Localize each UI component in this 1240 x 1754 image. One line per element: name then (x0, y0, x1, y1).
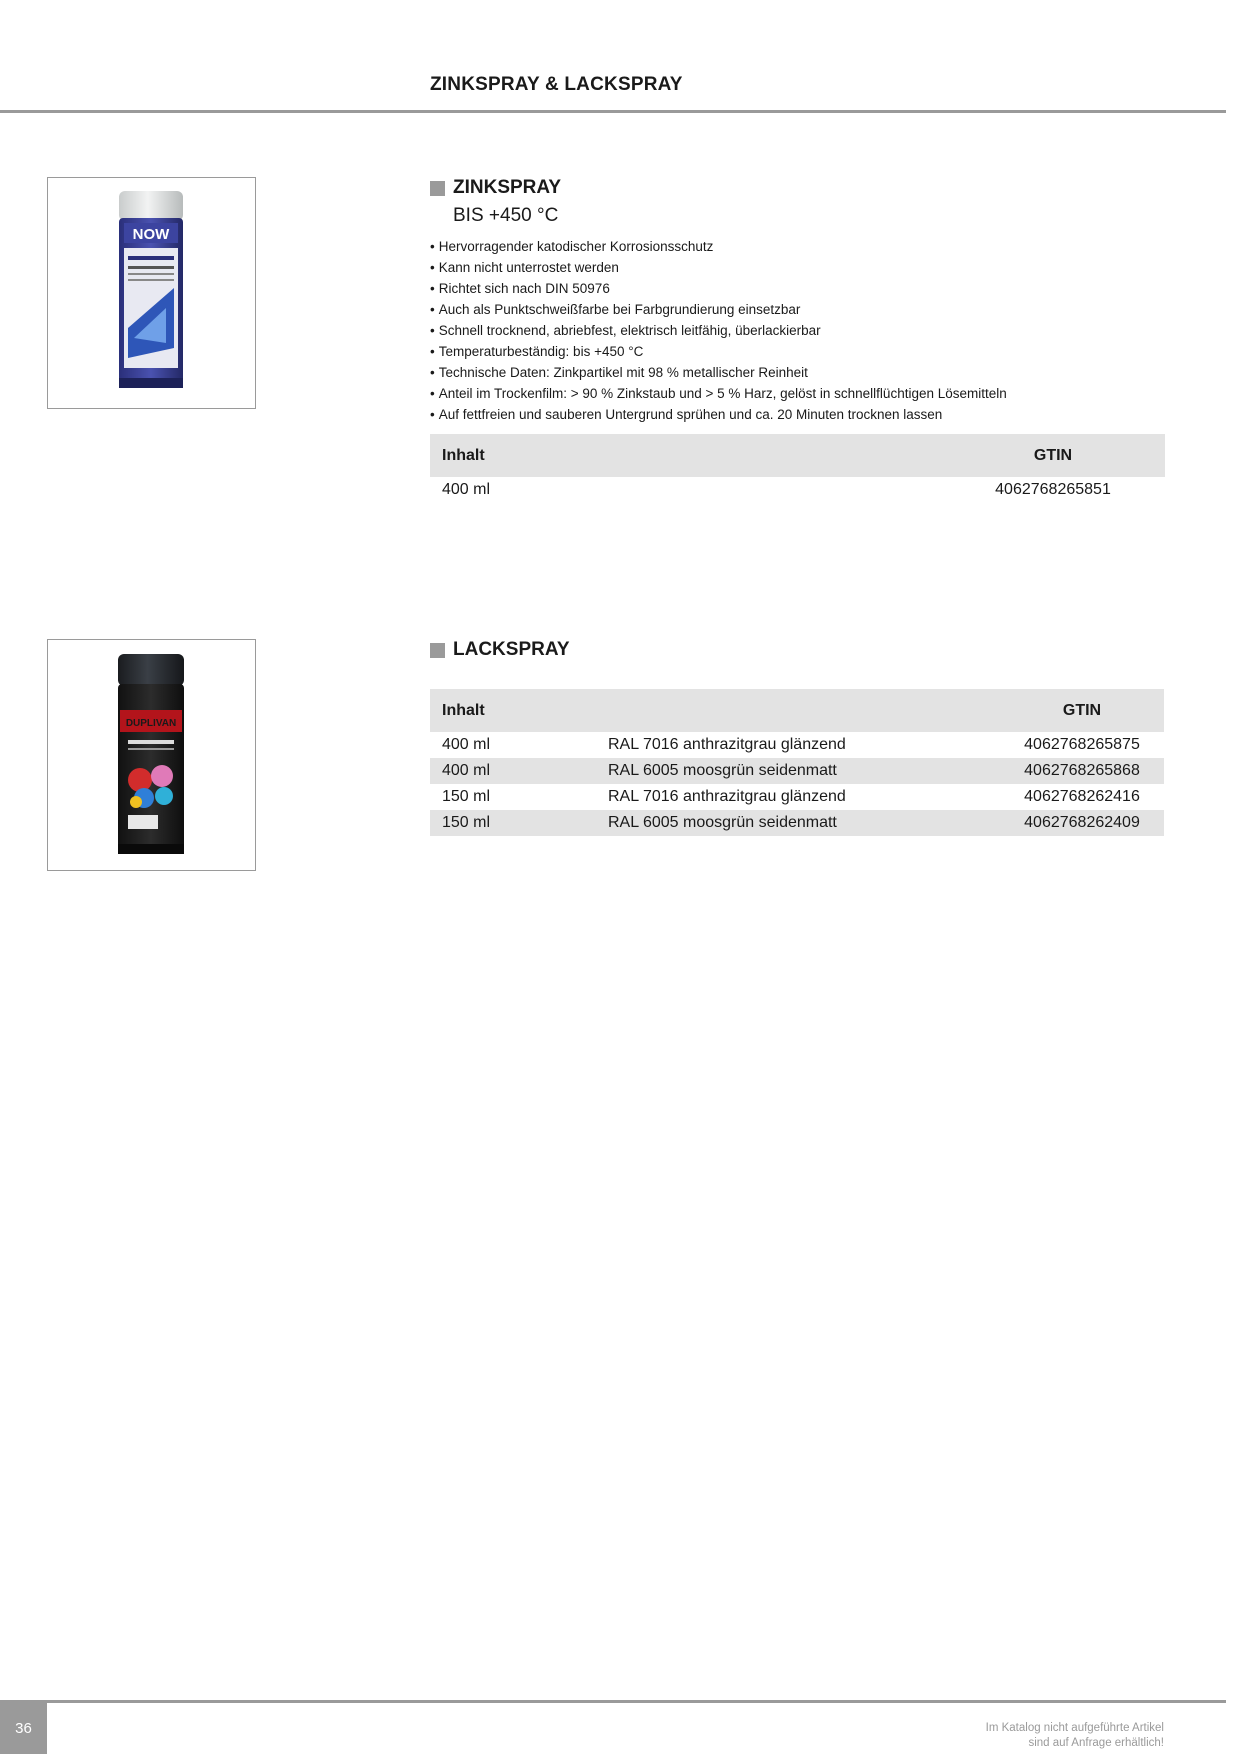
table-header-row (430, 689, 1164, 732)
zinkspray-table (430, 434, 1165, 503)
table-header-row (430, 434, 1165, 477)
footer-note-line: Im Katalog nicht aufgeführte Artikel (985, 1722, 1164, 1734)
column-header-inhalt: Inhalt (430, 689, 596, 732)
feature-item: • Technische Daten: Zinkpartikel mit 98 % metallischer Reinheit (430, 362, 1007, 383)
zinkspray-heading-text: ZINKSPRAY (453, 177, 562, 198)
lackspray-product-image (47, 639, 256, 871)
feature-item: • Auf fettfreien und sauberen Untergrund sprühen und ca. 20 Minuten trocknen lassen (430, 404, 1007, 425)
table-row (430, 477, 1165, 503)
column-header-inhalt: Inhalt (430, 434, 941, 477)
lackspray-heading-text: LACKSPRAY (453, 639, 570, 660)
zinkspray-product-image (47, 177, 256, 409)
table-row (430, 810, 1164, 836)
zinkspray-can-illustration (48, 178, 255, 408)
cell-inhalt: 400 ml (442, 481, 491, 498)
cell-beschreibung: RAL 6005 moosgrün seidenmatt (596, 810, 1000, 836)
feature-item: • Schnell trocknend, abriebfest, elektrisch leitfähig, überlackierbar (430, 320, 1007, 341)
cell-gtin: 4062768265868 (1000, 758, 1164, 784)
footer-divider (0, 1700, 1226, 1703)
column-header-gtin: GTIN (941, 434, 1165, 477)
feature-item: • Richtet sich nach DIN 50976 (430, 278, 1007, 299)
table-row (430, 732, 1164, 758)
lackspray-can-brand: DUPLIVAN (125, 718, 177, 729)
heading-square-icon (430, 181, 445, 196)
feature-item: • Kann nicht unterrostet werden (430, 257, 1007, 278)
cell-gtin: 4062768265875 (1024, 736, 1140, 753)
cell-inhalt: 400 ml (430, 758, 596, 784)
page-number: 36 (0, 1703, 47, 1754)
feature-item: • Hervorragender katodischer Korrosionsschutz (430, 236, 1007, 257)
feature-item: • Anteil im Trockenfilm: > 90 % Zinkstaub und > 5 % Harz, gelöst in schnellflüchtigen Lösemitteln (430, 383, 1007, 404)
cell-gtin: 4062768265851 (995, 481, 1111, 498)
cell-beschreibung: RAL 6005 moosgrün seidenmatt (596, 758, 1000, 784)
lackspray-heading (430, 639, 570, 661)
footer-note-line: sind auf Anfrage erhältlich! (1028, 1737, 1164, 1749)
lackspray-can-illustration (48, 640, 255, 870)
table-row (430, 758, 1164, 784)
footer-note (986, 1721, 1164, 1751)
page-title: ZINKSPRAY & LACKSPRAY (430, 74, 683, 95)
cell-inhalt: 400 ml (442, 736, 491, 753)
cell-inhalt: 150 ml (430, 810, 596, 836)
zinkspray-subtitle: BIS +450 °C (453, 205, 559, 226)
column-header-beschreibung (596, 689, 1000, 732)
feature-item: • Temperaturbeständig: bis +450 °C (430, 341, 1007, 362)
heading-square-icon (430, 643, 445, 658)
cell-gtin: 4062768262409 (1000, 810, 1164, 836)
cell-inhalt: 150 ml (442, 788, 491, 805)
cell-gtin: 4062768262416 (1024, 788, 1140, 805)
header-divider (0, 110, 1226, 113)
lackspray-table (430, 689, 1164, 836)
zinkspray-can-brand: NOW (132, 226, 170, 243)
feature-item: • Auch als Punktschweißfarbe bei Farbgrundierung einsetzbar (430, 299, 1007, 320)
cell-beschreibung: RAL 7016 anthrazitgrau glänzend (608, 788, 846, 805)
zinkspray-feature-list (430, 236, 1007, 425)
column-header-gtin: GTIN (1000, 689, 1164, 732)
table-row (430, 784, 1164, 810)
cell-beschreibung: RAL 7016 anthrazitgrau glänzend (608, 736, 846, 753)
zinkspray-heading (430, 177, 561, 199)
